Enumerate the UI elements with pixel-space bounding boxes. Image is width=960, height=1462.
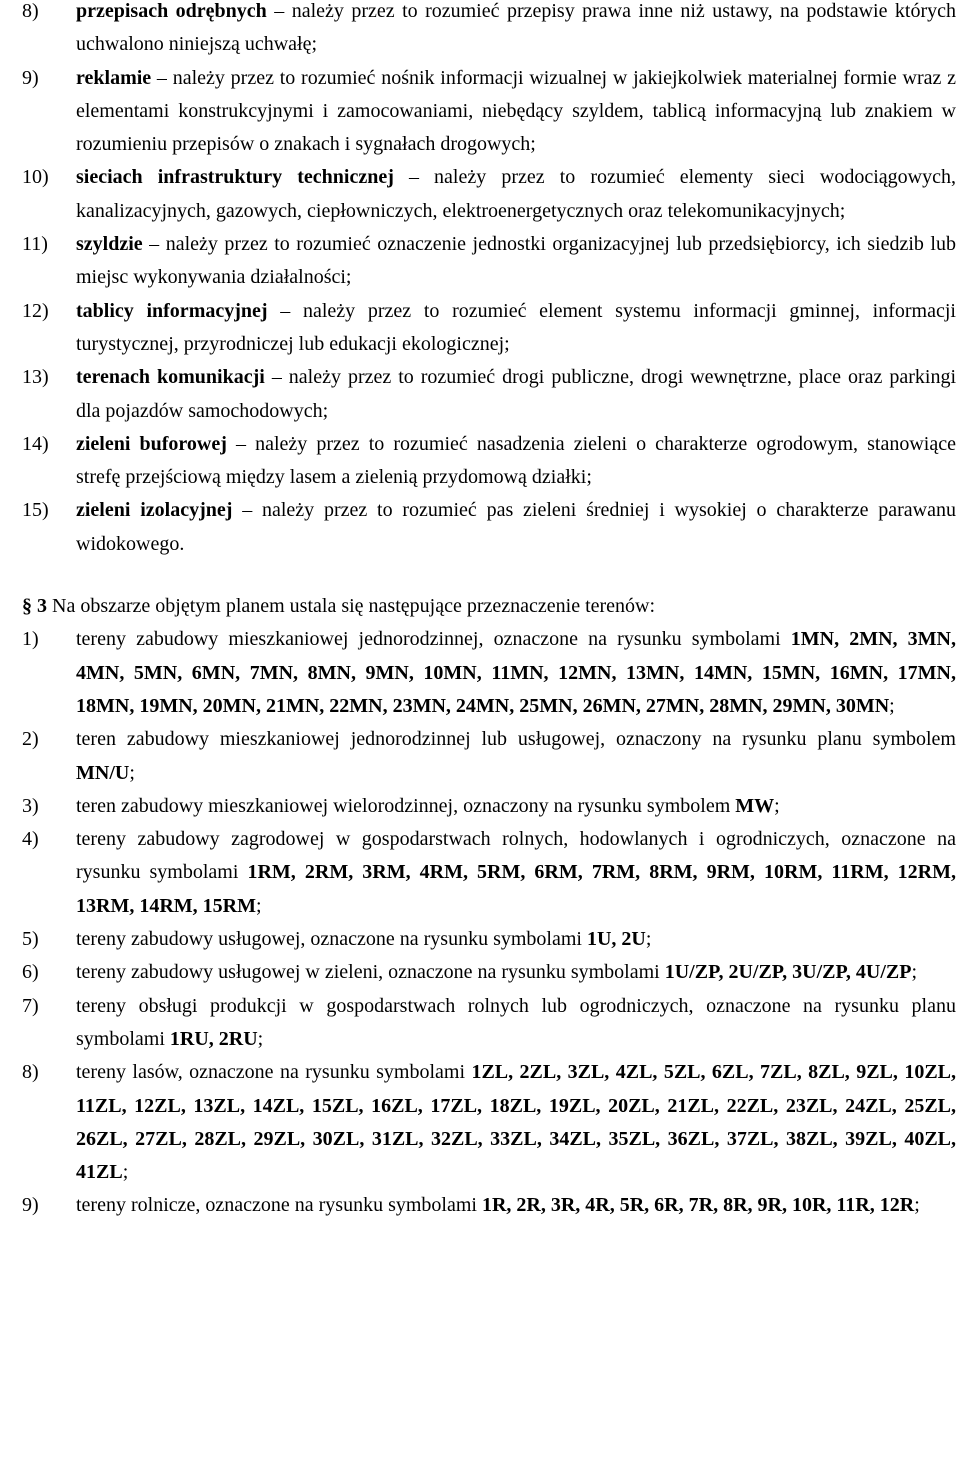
definition-item — [22, 361, 956, 428]
zone-item: 2) teren zabudowy mieszkaniowej jednorodzinnej lub usługowej, oznaczony na rysunku planu symbolem MN/U; — [22, 723, 956, 790]
item-number: 14) — [22, 432, 49, 455]
item-number: 8) — [22, 1061, 39, 1084]
definition-text: – należy przez to rozumieć nośnik informacji wizualnej w jakiejkolwiek materialnej formie wraz z elementami konstrukcyjnymi i zamocowaniami, niebędący szyldem, tablicą informacyjną lub znakiem w rozumieniu przepisów o znakach i sygnałach drogowych; — [76, 66, 956, 156]
item-number: 8) — [22, 0, 39, 22]
zone-symbols: MW — [735, 794, 775, 817]
defined-term: sieciach infrastruktury technicznej — [76, 166, 394, 189]
item-number: 15) — [22, 499, 49, 522]
zone-text: tereny zabudowy usługowej w zieleni, oznaczone na rysunku symbolami — [76, 961, 665, 984]
defined-term: zieleni izolacyjnej — [76, 499, 233, 522]
item-number: 1) — [22, 628, 39, 651]
definitions-list — [22, 0, 956, 561]
zone-item: 4) tereny zabudowy zagrodowej w gospodarstwach rolnych, hodowlanych i ogrodniczych, oznaczone na rysunku symbolami 1RM, 2RM, 3RM, 4RM, 5RM, 6RM, 7RM, 8RM, 9RM, 10RM, 11RM, 12RM, 13RM, 14RM, 15RM; — [22, 823, 956, 923]
item-number: 11) — [22, 233, 48, 256]
section-intro: Na obszarze objętym planem ustala się następujące przeznaczenie terenów: — [47, 595, 656, 618]
definition-item — [22, 161, 956, 228]
definition-item — [22, 295, 956, 362]
zone-symbols: 1RM, 2RM, 3RM, 4RM, 5RM, 6RM, 7RM, 8RM, 9RM, 10RM, 11RM, 12RM, 13RM, 14RM, 15RM — [76, 861, 956, 917]
zone-text: tereny lasów, oznaczone na rysunku symbolami — [76, 1061, 472, 1084]
definition-item — [22, 228, 956, 295]
section-symbol: § — [22, 595, 32, 618]
zones-list — [22, 623, 956, 1222]
definition-text: – należy przez to rozumieć nasadzenia zieleni o charakterze ogrodowym, stanowiące strefę przejściową między lasem a zielenią przydomową działki; — [76, 432, 956, 489]
defined-term: reklamie — [76, 66, 152, 89]
definition-item — [22, 428, 956, 495]
zone-item: 6) tereny zabudowy usługowej w zieleni, oznaczone na rysunku symbolami 1U/ZP, 2U/ZP, 3U/ZP, 4U/ZP; — [22, 956, 956, 989]
section-heading — [22, 590, 956, 623]
item-number: 13) — [22, 366, 49, 389]
zone-text: tereny zabudowy zagrodowej w gospodarstwach rolnych, hodowlanych i ogrodniczych, oznaczone na rysunku symbolami — [76, 828, 956, 884]
item-number: 6) — [22, 961, 39, 984]
definition-item — [22, 62, 956, 162]
zone-text: teren zabudowy mieszkaniowej wielorodzinnej, oznaczony na rysunku symbolem — [76, 794, 736, 817]
zone-text: tereny zabudowy mieszkaniowej jednorodzinnej, oznaczone na rysunku symbolami — [76, 628, 791, 651]
zone-item: 5) tereny zabudowy usługowej, oznaczone na rysunku symbolami 1U, 2U; — [22, 923, 956, 956]
definition-text: – należy przez to rozumieć drogi publiczne, drogi wewnętrzne, place oraz parkingi dla pojazdów samochodowych; — [76, 366, 957, 422]
zone-symbols: 1ZL, 2ZL, 3ZL, 4ZL, 5ZL, 6ZL, 7ZL, 8ZL, 9ZL, 10ZL, 11ZL, 12ZL, 13ZL, 14ZL, 15ZL, 16ZL, 17ZL, 18ZL, 19ZL, 20ZL, 21ZL, 22ZL, 23ZL, 24ZL, 25ZL, 26ZL, 27ZL, 28ZL, 29ZL, 30ZL, 31ZL, 32ZL, 33ZL, 34ZL, 35ZL, 36ZL, 37ZL, 38ZL, 39ZL, 40ZL, 41ZL — [76, 1061, 956, 1184]
zone-text: teren zabudowy mieszkaniowej jednorodzinnej lub usługowej, oznaczony na rysunku planu symbolem — [76, 728, 956, 751]
definition-text: – należy przez to rozumieć oznaczenie jednostki organizacyjnej lub przedsiębiorcy, ich siedzib lub miejsc wykonywania działalności; — [76, 233, 956, 289]
item-number: 9) — [22, 1194, 39, 1217]
item-number: 7) — [22, 994, 39, 1017]
zone-text: tereny rolnicze, oznaczone na rysunku symbolami — [76, 1194, 482, 1217]
item-number: 9) — [22, 66, 39, 89]
zone-item: 3) teren zabudowy mieszkaniowej wielorodzinnej, oznaczony na rysunku symbolem MW; — [22, 790, 956, 823]
zone-symbols: 1R, 2R, 3R, 4R, 5R, 6R, 7R, 8R, 9R, 10R, 11R, 12R — [481, 1194, 915, 1217]
zone-symbols: MN/U — [76, 761, 130, 784]
definition-text: – należy przez to rozumieć przepisy prawa inne niż ustawy, na podstawie których uchwalono niniejszą uchwałę; — [76, 0, 957, 56]
definition-item — [22, 0, 956, 62]
zone-symbols: 1MN, 2MN, 3MN, 4MN, 5MN, 6MN, 7MN, 8MN, 9MN, 10MN, 11MN, 12MN, 13MN, 14MN, 15MN, 16MN, 17MN, 18MN, 19MN, 20MN, 21MN, 22MN, 23MN, 24MN, 25MN, 26MN, 27MN, 28MN, 29MN, 30MN — [76, 628, 956, 717]
definition-text: – należy przez to rozumieć elementy sieci wodociągowych, kanalizacyjnych, gazowych, ciepłowniczych, elektroenergetycznych oraz telekomunikacyjnych; — [76, 166, 956, 222]
zone-symbols: 1U/ZP, 2U/ZP, 3U/ZP, 4U/ZP — [664, 961, 912, 984]
defined-term: szyldzie — [76, 233, 143, 256]
item-number: 12) — [22, 299, 49, 322]
item-number: 3) — [22, 794, 39, 817]
defined-term: zieleni buforowej — [76, 432, 227, 455]
zone-text: tereny zabudowy usługowej, oznaczone na rysunku symbolami — [76, 928, 587, 951]
zone-symbols: 1U, 2U — [586, 928, 646, 951]
item-number: 2) — [22, 728, 39, 751]
zone-item: 7) tereny obsługi produkcji w gospodarstwach rolnych lub ogrodniczych, oznaczone na rysunku planu symbolami 1RU, 2RU; — [22, 990, 956, 1057]
zone-item: 9) tereny rolnicze, oznaczone na rysunku symbolami 1R, 2R, 3R, 4R, 5R, 6R, 7R, 8R, 9R, 10R, 11R, 12R; — [22, 1189, 956, 1222]
item-number: 4) — [22, 828, 39, 851]
section-number: 3 — [37, 595, 47, 618]
zone-symbols: 1RU, 2RU — [169, 1027, 258, 1050]
zone-item: 1) tereny zabudowy mieszkaniowej jednorodzinnej, oznaczone na rysunku symbolami 1MN, 2MN, 3MN, 4MN, 5MN, 6MN, 7MN, 8MN, 9MN, 10MN, 11MN, 12MN, 13MN, 14MN, 15MN, 16MN, 17MN, 18MN, 19MN, 20MN, 21MN, 22MN, 23MN, 24MN, 25MN, 26MN, 27MN, 28MN, 29MN, 30MN; — [22, 623, 956, 723]
defined-term: przepisach odrębnych — [76, 0, 267, 22]
item-number: 5) — [22, 928, 39, 951]
zone-text: tereny obsługi produkcji w gospodarstwach rolnych lub ogrodniczych, oznaczone na rysunku planu symbolami — [76, 994, 956, 1050]
defined-term: terenach komunikacji — [76, 366, 265, 389]
definition-text: – należy przez to rozumieć pas zieleni średniej i wysokiej o charakterze parawanu widokowego. — [76, 499, 956, 555]
zone-item: 8) tereny lasów, oznaczone na rysunku symbolami 1ZL, 2ZL, 3ZL, 4ZL, 5ZL, 6ZL, 7ZL, 8ZL, 9ZL, 10ZL, 11ZL, 12ZL, 13ZL, 14ZL, 15ZL, 16ZL, 17ZL, 18ZL, 19ZL, 20ZL, 21ZL, 22ZL, 23ZL, 24ZL, 25ZL, 26ZL, 27ZL, 28ZL, 29ZL, 30ZL, 31ZL, 32ZL, 33ZL, 34ZL, 35ZL, 36ZL, 37ZL, 38ZL, 39ZL, 40ZL, 41ZL; — [22, 1056, 956, 1189]
item-number: 10) — [22, 166, 49, 189]
defined-term: tablicy informacyjnej — [76, 299, 268, 322]
definition-text: – należy przez to rozumieć element systemu informacji gminnej, informacji turystycznej, przyrodniczej lub edukacji ekologicznej; — [76, 299, 956, 355]
definition-item — [22, 494, 956, 561]
